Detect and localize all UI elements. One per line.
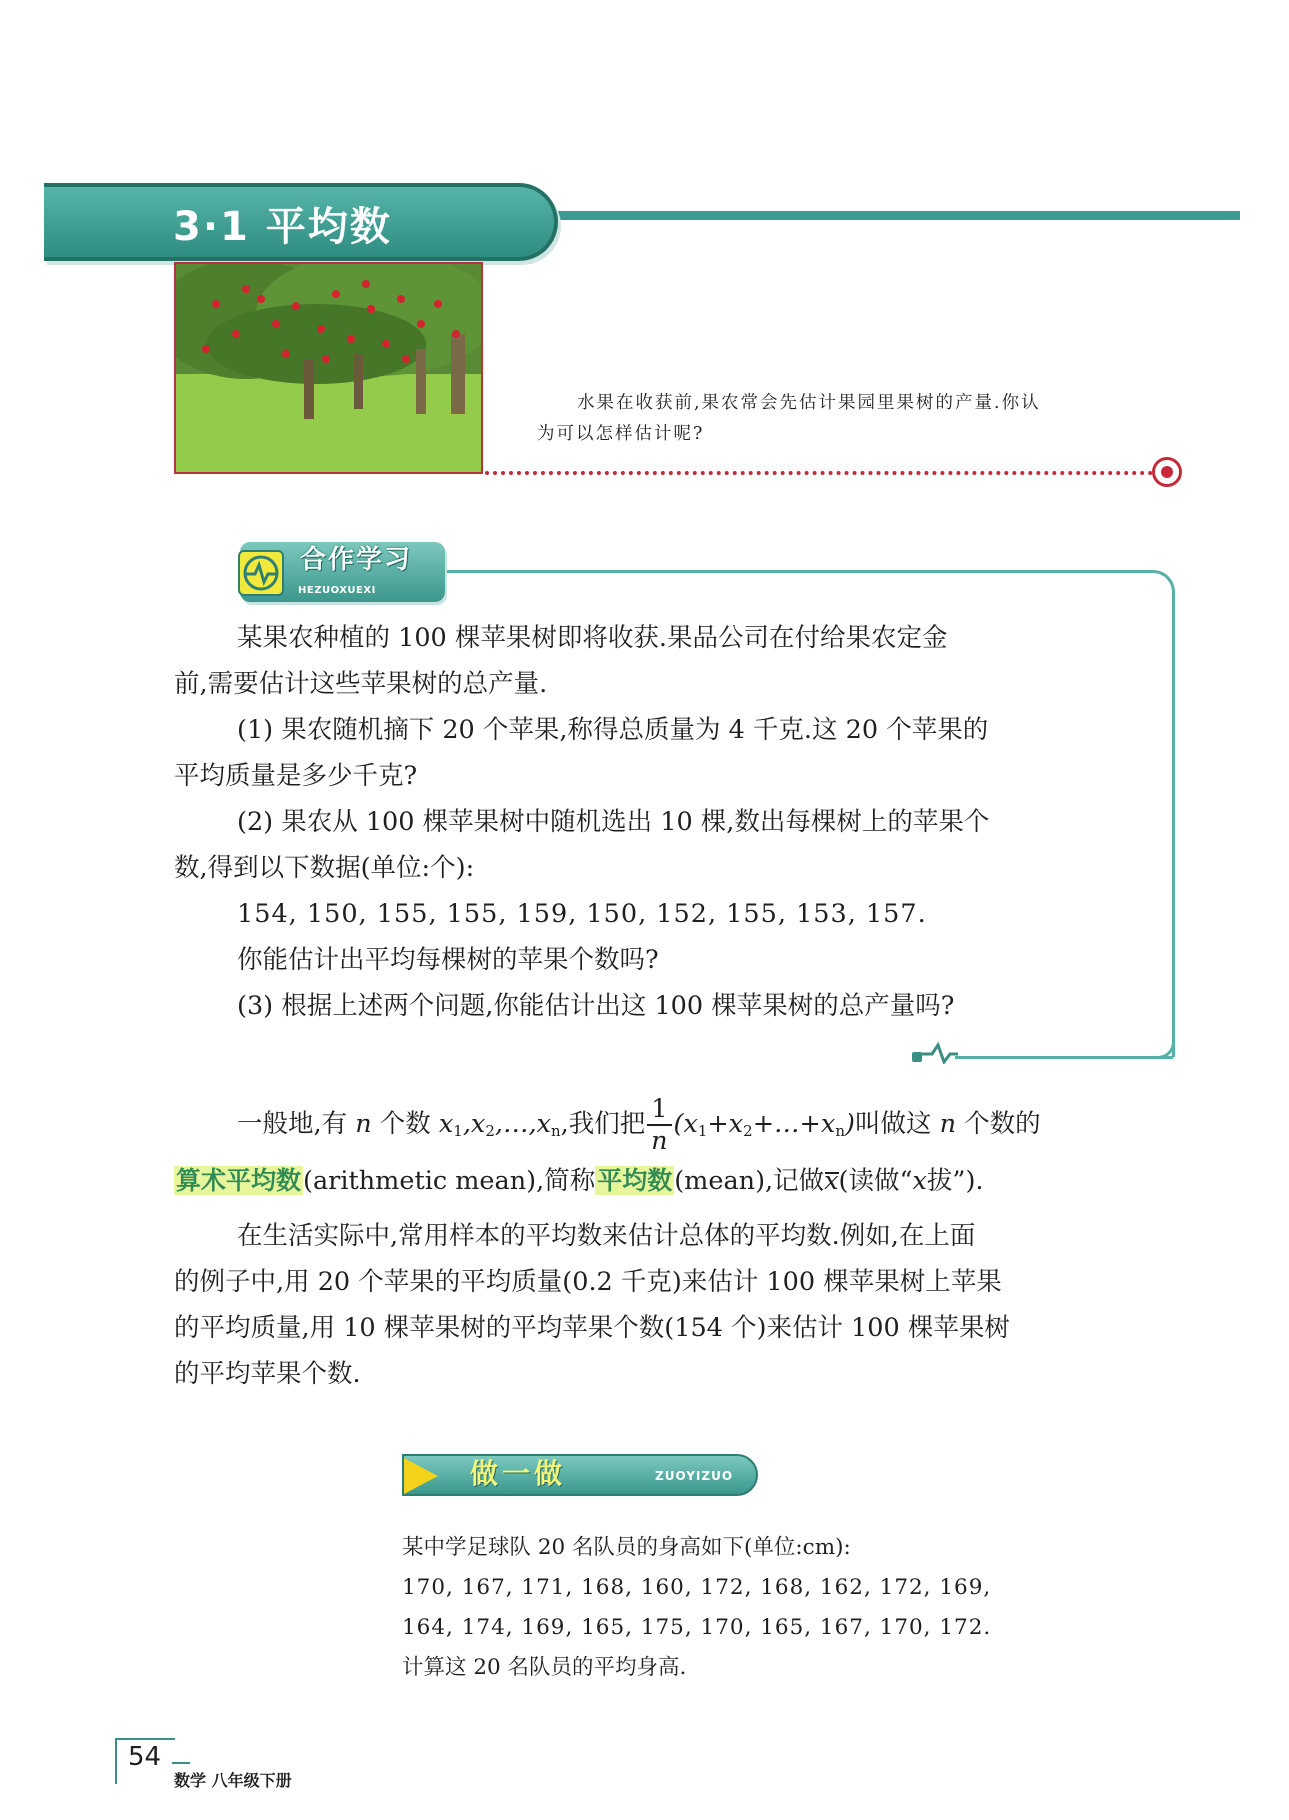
coop-line: 数,得到以下数据(单位:个): xyxy=(174,853,475,883)
target-icon xyxy=(1152,457,1182,487)
coop-line: (1) 果农随机摘下 20 个苹果,称得总质量为 4 千克.这 20 个苹果的 xyxy=(237,715,989,745)
term-mean: 平均数 xyxy=(597,1166,673,1195)
definition-block xyxy=(174,1094,1041,1206)
play-arrow-icon xyxy=(404,1458,438,1494)
apple-count-data: 154, 150, 155, 155, 159, 150, 152, 155, 153, 157. xyxy=(237,899,927,929)
fraction-1-over-n: $\frac{1}{n}$ xyxy=(647,1094,671,1156)
x-bar-symbol: x xyxy=(824,1166,839,1196)
coop-line: (2) 果农从 100 棵苹果树中随机选出 10 棵,数出每棵树上的苹果个 xyxy=(237,807,990,837)
apple-orchard-photo xyxy=(174,262,483,474)
coop-line: 平均质量是多少千克? xyxy=(174,761,418,791)
term-arithmetic-mean: 算术平均数 xyxy=(176,1166,302,1195)
do-it-pinyin: ZUOYIZUO xyxy=(655,1469,734,1483)
height-data: 164, 174, 169, 165, 175, 170, 165, 167, 170, 172. xyxy=(402,1615,992,1640)
intro-question: 水果在收获前,果农常会先估计果园里果树的产量.你认 为可以怎样估计呢? xyxy=(537,393,1041,444)
title-rule xyxy=(545,211,1240,220)
explanation-paragraph: 在生活实际中,常用样本的平均数来估计总体的平均数.例如,在上面 的例子中,用 20 个苹果的平均质量(0.2 千克)来估计 100 棵苹果树上苹果 的平均质量,用 10 棵苹果树的平均苹果个数(154 个)来估计 100 棵苹果树 的平均苹果个数. xyxy=(174,1221,1010,1389)
coop-line: 某果农种植的 100 棵苹果树即将收获.果品公司在付给果农定金 xyxy=(237,623,948,653)
height-data: 170, 167, 171, 168, 160, 172, 168, 162, 172, 169, xyxy=(402,1575,992,1600)
coop-frame-bottom xyxy=(955,1056,1173,1059)
definition-line-2: 算术平均数(arithmetic mean),简称平均数(mean),记做x(读做“x拔”). xyxy=(176,1166,984,1196)
heartbeat-icon xyxy=(238,550,284,596)
page-number: 54 xyxy=(128,1742,162,1772)
coop-title: 合作学习 xyxy=(300,545,413,575)
dotted-divider xyxy=(485,471,1161,475)
coop-content xyxy=(174,615,989,1029)
do-it-content: 某中学足球队 20 名队员的身高如下(单位:cm): 170, 167, 171, 168, 160, 172, 168, 162, 172, 169, 164, 174, 169, 165, 175, 170, 165, 167, 170, 172. 计算这 20 名队员的平均身高. xyxy=(402,1535,992,1680)
section-title: 3·1 平均数 xyxy=(173,204,392,250)
coop-line: 前,需要估计这些苹果树的总产量. xyxy=(174,669,548,699)
do-it-title: 做一做 xyxy=(470,1457,567,1490)
coop-line: (3) 根据上述两个问题,你能估计出这 100 棵苹果树的总产量吗? xyxy=(237,991,955,1021)
coop-line: 你能估计出平均每棵树的苹果个数吗? xyxy=(237,945,659,975)
definition-line-1: 一般地,有 n 个数 $x_1,x_2,\dots,x_n$,我们把 $\frac{1}{n}$ $(x_1+x_2+\dots+x_n)$叫做这 n 个数的 xyxy=(237,1094,1041,1156)
pulse-line-icon xyxy=(918,1042,958,1064)
coop-pinyin: HEZUOXUEXI xyxy=(298,585,376,596)
book-title: 数学 八年级下册 xyxy=(174,1771,292,1788)
